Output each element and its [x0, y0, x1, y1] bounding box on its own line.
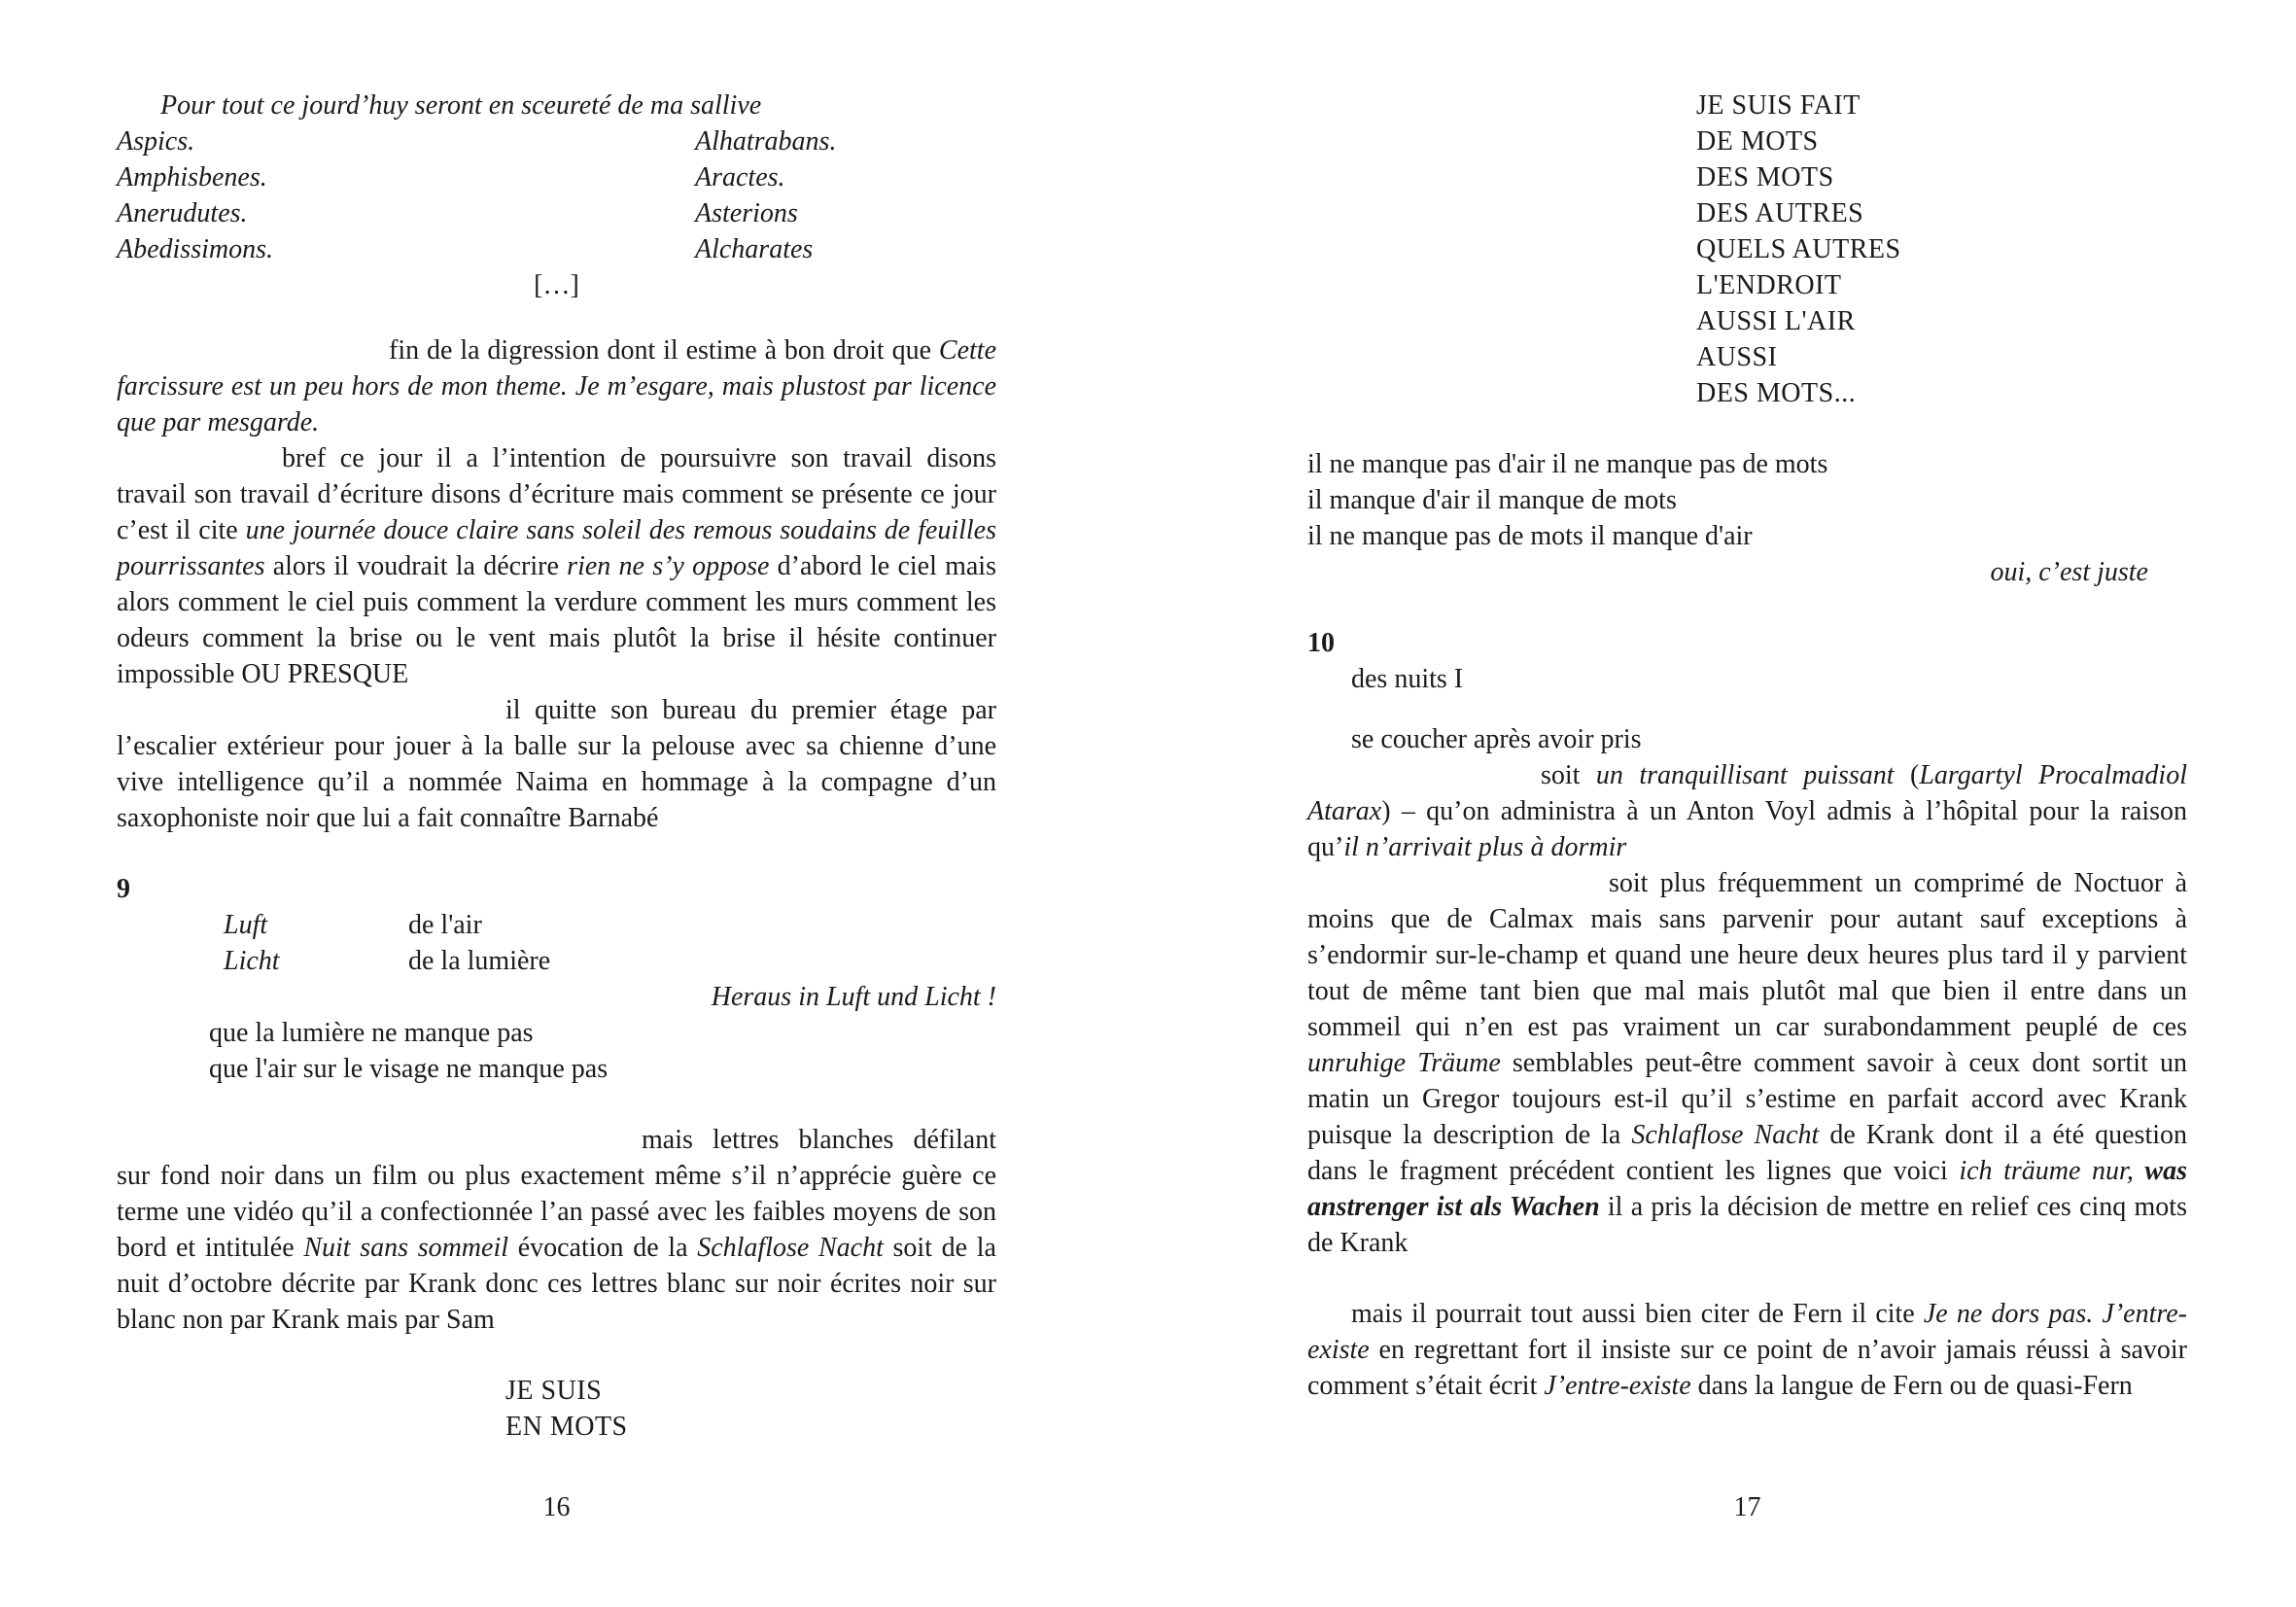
caps-line: QUELS AUTRES: [1696, 234, 1901, 264]
epigraph-line: Pour tout ce jourd’huy seront en sceureté de ma sallive: [160, 90, 762, 121]
heraus-line: Heraus in Luft und Licht !: [711, 982, 996, 1012]
creature-name: Aspics.: [117, 126, 195, 157]
que-line: que l'air sur le visage ne manque pas: [209, 1054, 609, 1084]
glossary-row: [117, 943, 996, 979]
paragraph-quitte: il quitte son bureau du premier étage par l’escalier extérieur pour jouer à la balle sur la pelouse avec sa chienne d’une vive intelligence qu’il a nommée Naima en hommage à la compagne d’un saxophoniste noir que lui a fait connaître Barnabé: [117, 695, 996, 833]
caps-line: AUSSI L'AIR: [1696, 306, 1856, 336]
right-page-content: [1148, 0, 2296, 1404]
ellipsis-mark: […]: [534, 270, 579, 300]
glossary-definition: de l'air: [408, 910, 482, 940]
se-coucher-line: se coucher après avoir pris: [1351, 724, 1642, 754]
right-page: [1148, 0, 2296, 1607]
creature-name: Abedissimons.: [117, 234, 273, 264]
caps-line: L'ENDROIT: [1696, 270, 1842, 300]
creature-name: Alcharates: [695, 234, 814, 264]
glossary-definition: de la lumière: [408, 946, 551, 976]
caps-line: DES MOTS: [1696, 162, 1834, 192]
manque-lines: [1307, 446, 2187, 554]
caps-line: DES MOTS...: [1696, 378, 1857, 408]
glossary-term: Licht: [224, 946, 280, 976]
creature-row: [117, 159, 996, 195]
glossary-row: [117, 907, 996, 943]
paragraph-bref: bref ce jour il a l’intention de poursuivre son travail disons travail son travail d’écriture disons d’écriture mais comment se présente ce jour c’est il cite une journée douce claire sans soleil des remous soudains de feuilles pourrissantes alors il voudrait la décrire rien ne s’y oppose d’abord le ciel mais alors comment le ciel puis comment la verdure comment les murs comment les odeurs comment la brise ou le vent mais plutôt la brise il hésite continuer impossible OU PRESQUE: [117, 443, 997, 689]
creature-list: [117, 123, 996, 267]
manque-line: il ne manque pas d'air il ne manque pas de mots: [1307, 449, 1828, 479]
caps-line: DES AUTRES: [1696, 198, 1864, 228]
oui-cest-juste-line: oui, c’est juste: [1990, 557, 2148, 587]
creature-name: Aractes.: [695, 162, 785, 192]
creature-name: Anerudutes.: [117, 198, 248, 228]
paragraph-tranquillisant: soit un tranquillisant puissant (Largartyl Procalmadiol Atarax) – qu’on administra à un Anton Voyl admis à l’hôpital pour la raison qu’il n’arrivait plus à dormir: [1307, 760, 2187, 862]
manque-line: il manque d'air il manque de mots: [1307, 485, 1677, 515]
page-number-16: 16: [542, 1492, 571, 1522]
paragraph-fern: mais il pourrait tout aussi bien citer de Fern il cite Je ne dors pas. J’entre-existe en regrettant fort il insiste sur ce point de n’avoir jamais réussi à savoir comment s’était écrit J’entre-existe dans la langue de Fern ou de quasi-Fern: [1307, 1299, 2187, 1401]
creature-row: [117, 123, 996, 159]
paragraph-digression: fin de la digression dont il estime à bon droit que Cette farcissure est un peu hors de mon theme. Je m’esgare, mais plustost par licence que par mesgarde.: [117, 335, 996, 437]
que-line: que la lumière ne manque pas: [209, 1018, 534, 1048]
paragraph-noctuor: soit plus fréquemment un comprimé de Noctuor à moins que de Calmax mais sans parvenir pour autant sauf exceptions à s’endormir sur-le-champ et quand une heure deux heures plus tard il y parvient tout de même tant bien que mal mais plutôt mal que bien il entre dans un sommeil qui n’en est pas vraiment un car surabondamment peuplé de ces unruhige Träume semblables peut-être comment savoir à ceux dont sortit un matin un Gregor toujours est-il qu’il s’estime en parfait accord avec Krank puisque la description de la Schlaflose Nacht de Krank dont il a été question dans le fragment précédent contient les lignes que voici ich träume nur, was anstrenger ist als Wachen il a pris la décision de mettre en relief ces cinq mots de Krank: [1307, 868, 2188, 1258]
creature-name: Asterions: [695, 198, 798, 228]
paragraph-lettres: mais lettres blanches défilant sur fond noir dans un film ou plus exactement même s’il n’apprécie guère ce terme une vidéo qu’il a confectionnée l’an passé avec les faibles moyens de son bord et intitulée Nuit sans sommeil évocation de la Schlaflose Nacht soit de la nuit d’octobre décrite par Krank donc ces lettres blanc sur noir écrites noir sur blanc non par Krank mais par Sam: [117, 1125, 996, 1335]
caps-line: JE SUIS: [505, 1376, 603, 1406]
section-number-10: 10: [1307, 628, 1335, 658]
creature-row: [117, 231, 996, 267]
caps-line: JE SUIS FAIT: [1696, 90, 1861, 121]
creature-name: Alhatrabans.: [695, 126, 837, 157]
je-suis-en-mots-block: [505, 1373, 996, 1445]
section-subtitle-des-nuits: des nuits I: [1351, 664, 1464, 694]
glossary-table: [117, 907, 996, 979]
page-number-17: 17: [1733, 1492, 1761, 1522]
caps-line: DE MOTS: [1696, 126, 1819, 157]
glossary-term: Luft: [224, 910, 268, 940]
section-number-9: 9: [117, 874, 130, 904]
manque-line: il ne manque pas de mots il manque d'air: [1307, 521, 1753, 551]
caps-line: EN MOTS: [505, 1412, 628, 1442]
caps-line: AUSSI: [1696, 342, 1778, 372]
creature-row: [117, 195, 996, 231]
left-page-content: [0, 0, 1148, 1445]
je-suis-fait-block: [1696, 87, 2187, 411]
creature-name: Amphisbenes.: [117, 162, 267, 192]
